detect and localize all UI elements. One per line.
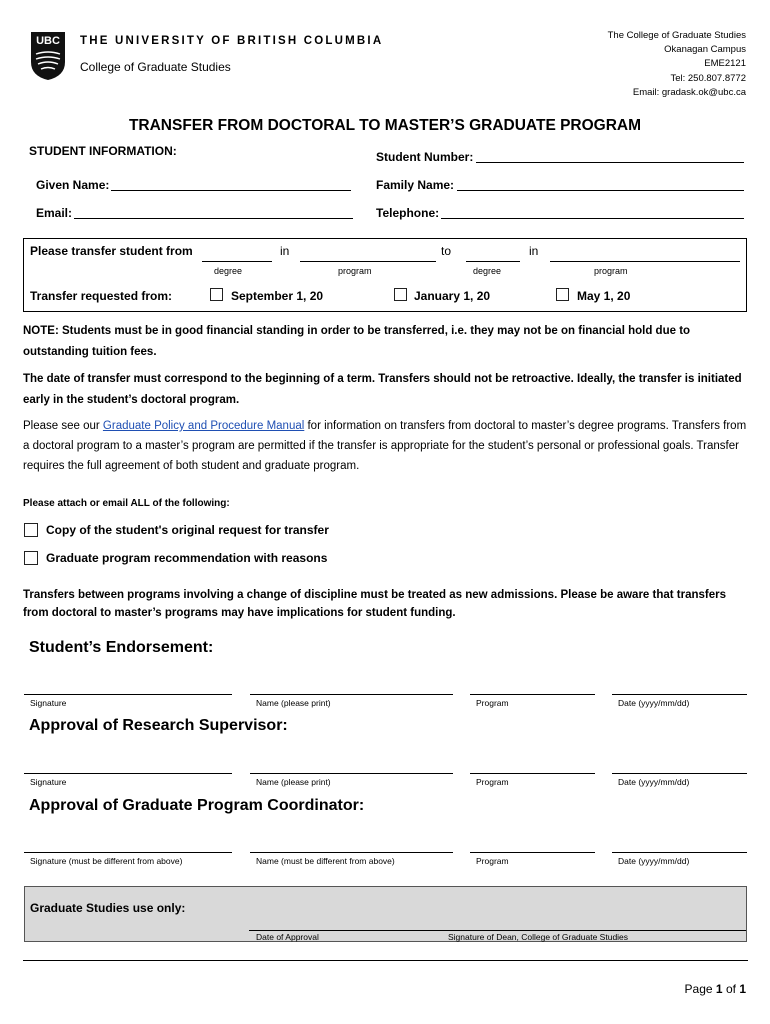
- program-caption: program: [338, 266, 372, 276]
- discipline-note: Transfers between programs involving a change of discipline must be treated as new admissions. Please be aware that transfers from doctoral to master’s programs may have implications for student funding.: [23, 589, 727, 619]
- dean-signature-line[interactable]: [445, 930, 746, 931]
- contact-line: The College of Graduate Studies: [607, 30, 746, 41]
- page-number: [685, 982, 746, 996]
- given-name-label: Given Name:: [36, 178, 110, 192]
- family-name-field[interactable]: [457, 190, 744, 191]
- name-caption: Name (please print): [256, 777, 331, 787]
- contact-email[interactable]: Email: gradask.ok@ubc.ca: [632, 86, 746, 98]
- transfer-box: [23, 238, 747, 312]
- to-label: to: [441, 244, 452, 258]
- september-checkbox[interactable]: [210, 288, 223, 301]
- transfer-date-note: The date of transfer must correspond to the beginning of a term. Transfers should not be retroactive. Ideally, the transfer is initiated early in the student’s doctoral program.: [23, 373, 742, 406]
- student-number-label: Student Number:: [376, 150, 474, 164]
- date-caption: Date (yyyy/mm/dd): [618, 856, 690, 866]
- page-label: Page: [684, 982, 713, 996]
- contact-line: Tel: 250.807.8772: [670, 72, 746, 84]
- program-coordinator-title: Approval of Graduate Program Coordinator:: [29, 797, 365, 814]
- policy-manual-link[interactable]: Graduate Policy and Procedure Manual: [102, 420, 305, 432]
- name-line[interactable]: [250, 694, 453, 695]
- in-label-1: in: [280, 244, 290, 258]
- signature-line[interactable]: [24, 773, 232, 774]
- september-option-label: September 1, 20: [231, 289, 324, 303]
- approval-date-caption: Date of Approval: [256, 932, 319, 942]
- program-caption: Program: [476, 777, 509, 787]
- from-program-field[interactable]: [300, 261, 436, 262]
- policy-prefix: Please see our: [23, 420, 103, 432]
- may-checkbox[interactable]: [556, 288, 569, 301]
- program-caption: program: [594, 266, 628, 276]
- research-supervisor-title: Approval of Research Supervisor:: [29, 717, 288, 734]
- name-line[interactable]: [250, 773, 453, 774]
- approval-date-line[interactable]: [249, 930, 445, 931]
- degree-caption: degree: [214, 266, 243, 276]
- signature-caption: Signature: [30, 777, 67, 787]
- program-caption: Program: [476, 856, 509, 866]
- page-total: 1: [739, 982, 746, 996]
- office-use-box: [24, 886, 747, 942]
- telephone-label: Telephone:: [376, 206, 440, 220]
- transfer-requested-label: Transfer requested from:: [30, 289, 173, 303]
- signature-line[interactable]: [24, 694, 232, 695]
- recommendation-checkbox[interactable]: [24, 551, 38, 565]
- program-line[interactable]: [470, 694, 595, 695]
- policy-paragraph: [23, 416, 748, 476]
- page-of: of: [725, 982, 736, 996]
- signature-caption: Signature: [30, 698, 67, 708]
- ubc-logo: [31, 32, 65, 80]
- page-current: 1: [715, 982, 723, 996]
- student-info-heading: STUDENT INFORMATION:: [29, 144, 177, 158]
- policy-rest: for information on transfers from doctoral to master’s degree programs. Transfers from a doctoral program to a master’s program are permitted if the transfer is appropriate for the student’s personal or professional goals. Transfer requires the full agreement of both student and graduate program.: [23, 420, 747, 472]
- given-name-field[interactable]: [111, 190, 351, 191]
- january-checkbox[interactable]: [394, 288, 407, 301]
- contact-block: [608, 29, 746, 100]
- date-line[interactable]: [612, 773, 747, 774]
- program-line[interactable]: [470, 852, 595, 853]
- name-caption: Name (must be different from above): [256, 856, 395, 866]
- transfer-from-label: Please transfer student from: [30, 244, 193, 258]
- email-field[interactable]: [74, 218, 353, 219]
- family-name-label: Family Name:: [376, 178, 455, 192]
- attach-heading: Please attach or email ALL of the following:: [23, 498, 230, 509]
- january-option-label: January 1, 20: [414, 289, 491, 303]
- from-degree-field[interactable]: [202, 261, 272, 262]
- email-label: Email:: [36, 206, 73, 220]
- program-caption: Program: [476, 698, 509, 708]
- dean-signature-caption: Signature of Dean, College of Graduate Studies: [448, 932, 629, 942]
- to-program-field[interactable]: [550, 261, 740, 262]
- attach-item-label: Copy of the student's original request for transfer: [46, 523, 329, 537]
- financial-note: NOTE: Students must be in good financial standing in order to be transferred, i.e. they may not be on financial hold due to outstanding tuition fees.: [23, 325, 691, 358]
- program-line[interactable]: [470, 773, 595, 774]
- signature-line[interactable]: [24, 852, 232, 853]
- contact-line: EME2121: [704, 58, 746, 70]
- student-endorsement-title: Student’s Endorsement:: [29, 639, 214, 656]
- to-degree-field[interactable]: [466, 261, 520, 262]
- svg-text:UBC: UBC: [36, 35, 60, 47]
- date-line[interactable]: [612, 852, 747, 853]
- student-number-field[interactable]: [476, 162, 744, 163]
- signature-caption: Signature (must be different from above): [30, 856, 183, 866]
- date-line[interactable]: [612, 694, 747, 695]
- telephone-field[interactable]: [441, 218, 744, 219]
- form-title: TRANSFER FROM DOCTORAL TO MASTER’S GRADUATE PROGRAM: [128, 117, 642, 134]
- office-use-heading: Graduate Studies use only:: [30, 901, 186, 915]
- degree-caption: degree: [473, 266, 502, 276]
- name-caption: Name (please print): [256, 698, 331, 708]
- name-line[interactable]: [250, 852, 453, 853]
- request-copy-checkbox[interactable]: [24, 523, 38, 537]
- date-caption: Date (yyyy/mm/dd): [618, 698, 690, 708]
- date-caption: Date (yyyy/mm/dd): [618, 777, 690, 787]
- university-name: THE UNIVERSITY OF BRITISH COLUMBIA: [80, 35, 384, 47]
- may-option-label: May 1, 20: [577, 289, 631, 303]
- footer-divider: [23, 960, 748, 961]
- contact-line: Okanagan Campus: [664, 44, 746, 56]
- in-label-2: in: [529, 244, 539, 258]
- college-name: College of Graduate Studies: [80, 60, 231, 74]
- attach-item-label: Graduate program recommendation with reasons: [46, 551, 328, 565]
